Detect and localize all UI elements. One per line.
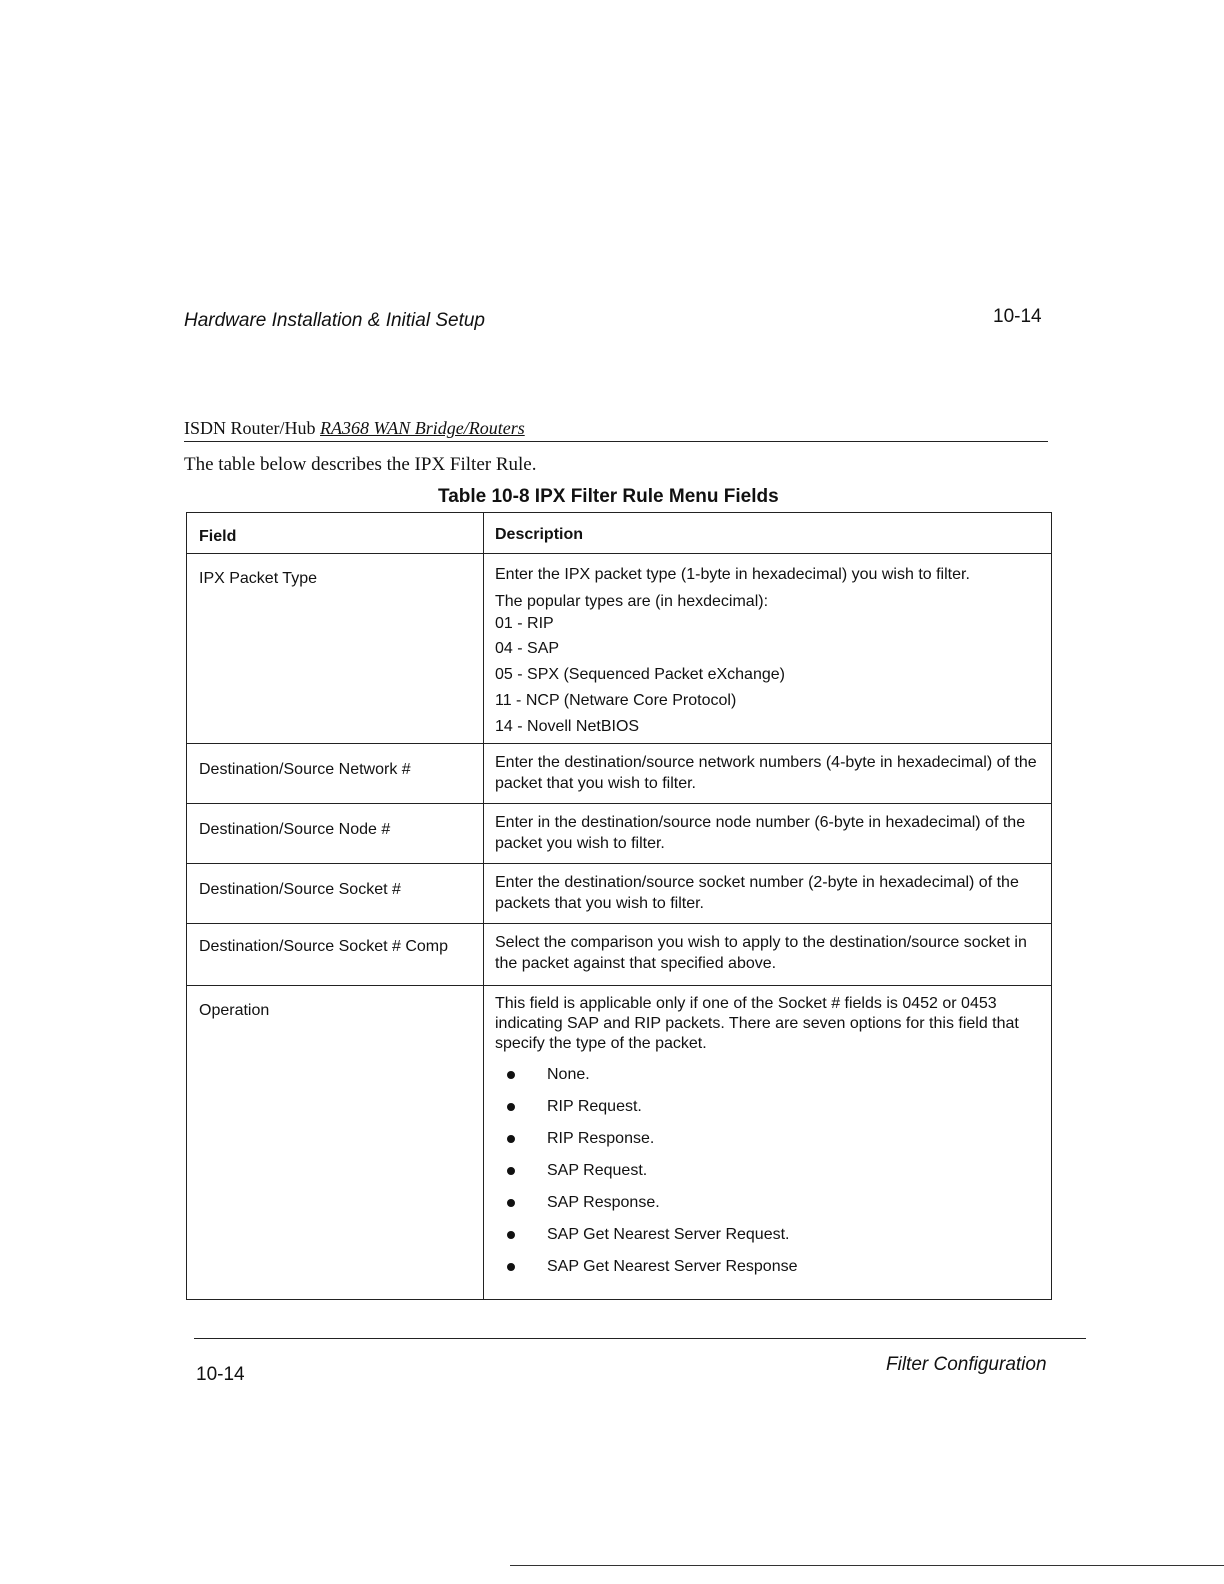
row-description: Enter the destination/source socket number (2-byte in hexadecimal) of the packets that you wish to filter. xyxy=(495,874,1019,912)
bullet-icon xyxy=(507,1167,515,1175)
subtitle-model: RA368 WAN Bridge/Routers xyxy=(320,418,525,438)
packet-type-item: 05 - SPX (Sequenced Packet eXchange) xyxy=(495,666,785,683)
bullet-icon xyxy=(507,1071,515,1079)
row-field: Destination/Source Network # xyxy=(199,761,411,778)
option-label: SAP Get Nearest Server Request. xyxy=(547,1226,790,1243)
description-text: Enter the IPX packet type (1-byte in hexadecimal) you wish to filter. xyxy=(495,566,970,583)
description-text: The popular types are (in hexdecimal): xyxy=(495,593,769,610)
operation-option xyxy=(495,1064,1040,1096)
option-label: SAP Get Nearest Server Response xyxy=(547,1258,798,1275)
row-description: Enter in the destination/source node number (6-byte in hexadecimal) of the packet you wish to filter. xyxy=(495,814,1026,852)
operation-option xyxy=(495,1160,1040,1192)
document-subtitle xyxy=(184,418,1048,442)
option-label: None. xyxy=(547,1066,590,1083)
option-label: RIP Response. xyxy=(547,1130,655,1147)
row-field: Operation xyxy=(199,1002,270,1019)
operation-option xyxy=(495,1224,1040,1256)
row-description xyxy=(495,994,1040,1288)
row-field: Destination/Source Socket # Comp xyxy=(199,938,449,955)
packet-type-item: 04 - SAP xyxy=(495,640,560,657)
table-row xyxy=(187,554,1051,744)
ipx-filter-fields-table xyxy=(186,512,1052,1300)
packet-type-item: 11 - NCP (Netware Core Protocol) xyxy=(495,692,737,709)
row-field: Destination/Source Node # xyxy=(199,821,391,838)
row-description xyxy=(495,564,1040,740)
table-row xyxy=(187,744,1051,804)
subtitle-product: ISDN Router/Hub xyxy=(184,418,316,438)
operation-option xyxy=(495,1096,1040,1128)
row-description: Enter the destination/source network numbers (4-byte in hexadecimal) of the packet that you wish to filter. xyxy=(495,754,1037,792)
bullet-icon xyxy=(507,1263,515,1271)
running-header-page-number: 10-14 xyxy=(993,306,1042,327)
table-row xyxy=(187,986,1051,1298)
row-field: Destination/Source Socket # xyxy=(199,881,401,898)
table-caption: Table 10-8 IPX Filter Rule Menu Fields xyxy=(438,486,779,507)
packet-type-item: 01 - RIP xyxy=(495,615,554,632)
running-header-title: Hardware Installation & Initial Setup xyxy=(184,310,485,331)
footer-rule xyxy=(194,1338,1086,1339)
table-row xyxy=(187,864,1051,924)
table-row xyxy=(187,924,1051,986)
footer-page-number: 10-14 xyxy=(196,1364,245,1385)
bullet-icon xyxy=(507,1135,515,1143)
scan-edge-line xyxy=(510,1565,1224,1566)
option-label: SAP Response. xyxy=(547,1194,660,1211)
description-text: This field is applicable only if one of the Socket # fields is 0452 or 0453 indicating SAP and RIP packets. There are seven options for this field that specify the type of the packet. xyxy=(495,995,1019,1052)
packet-type-item: 14 - Novell NetBIOS xyxy=(495,718,640,735)
row-field: IPX Packet Type xyxy=(199,570,317,587)
footer-section-title: Filter Configuration xyxy=(886,1354,1047,1375)
operation-option xyxy=(495,1192,1040,1224)
table-row xyxy=(187,804,1051,864)
operation-option xyxy=(495,1128,1040,1160)
header-description: Description xyxy=(495,526,584,543)
row-description: Select the comparison you wish to apply to the destination/source socket in the packet against that specified above. xyxy=(495,934,1027,972)
table-header-row xyxy=(187,513,1051,554)
operation-option xyxy=(495,1256,1040,1288)
intro-paragraph: The table below describes the IPX Filter Rule. xyxy=(184,454,537,475)
bullet-icon xyxy=(507,1103,515,1111)
bullet-icon xyxy=(507,1231,515,1239)
header-field: Field xyxy=(199,528,237,545)
option-label: RIP Request. xyxy=(547,1098,642,1115)
bullet-icon xyxy=(507,1199,515,1207)
option-label: SAP Request. xyxy=(547,1162,648,1179)
